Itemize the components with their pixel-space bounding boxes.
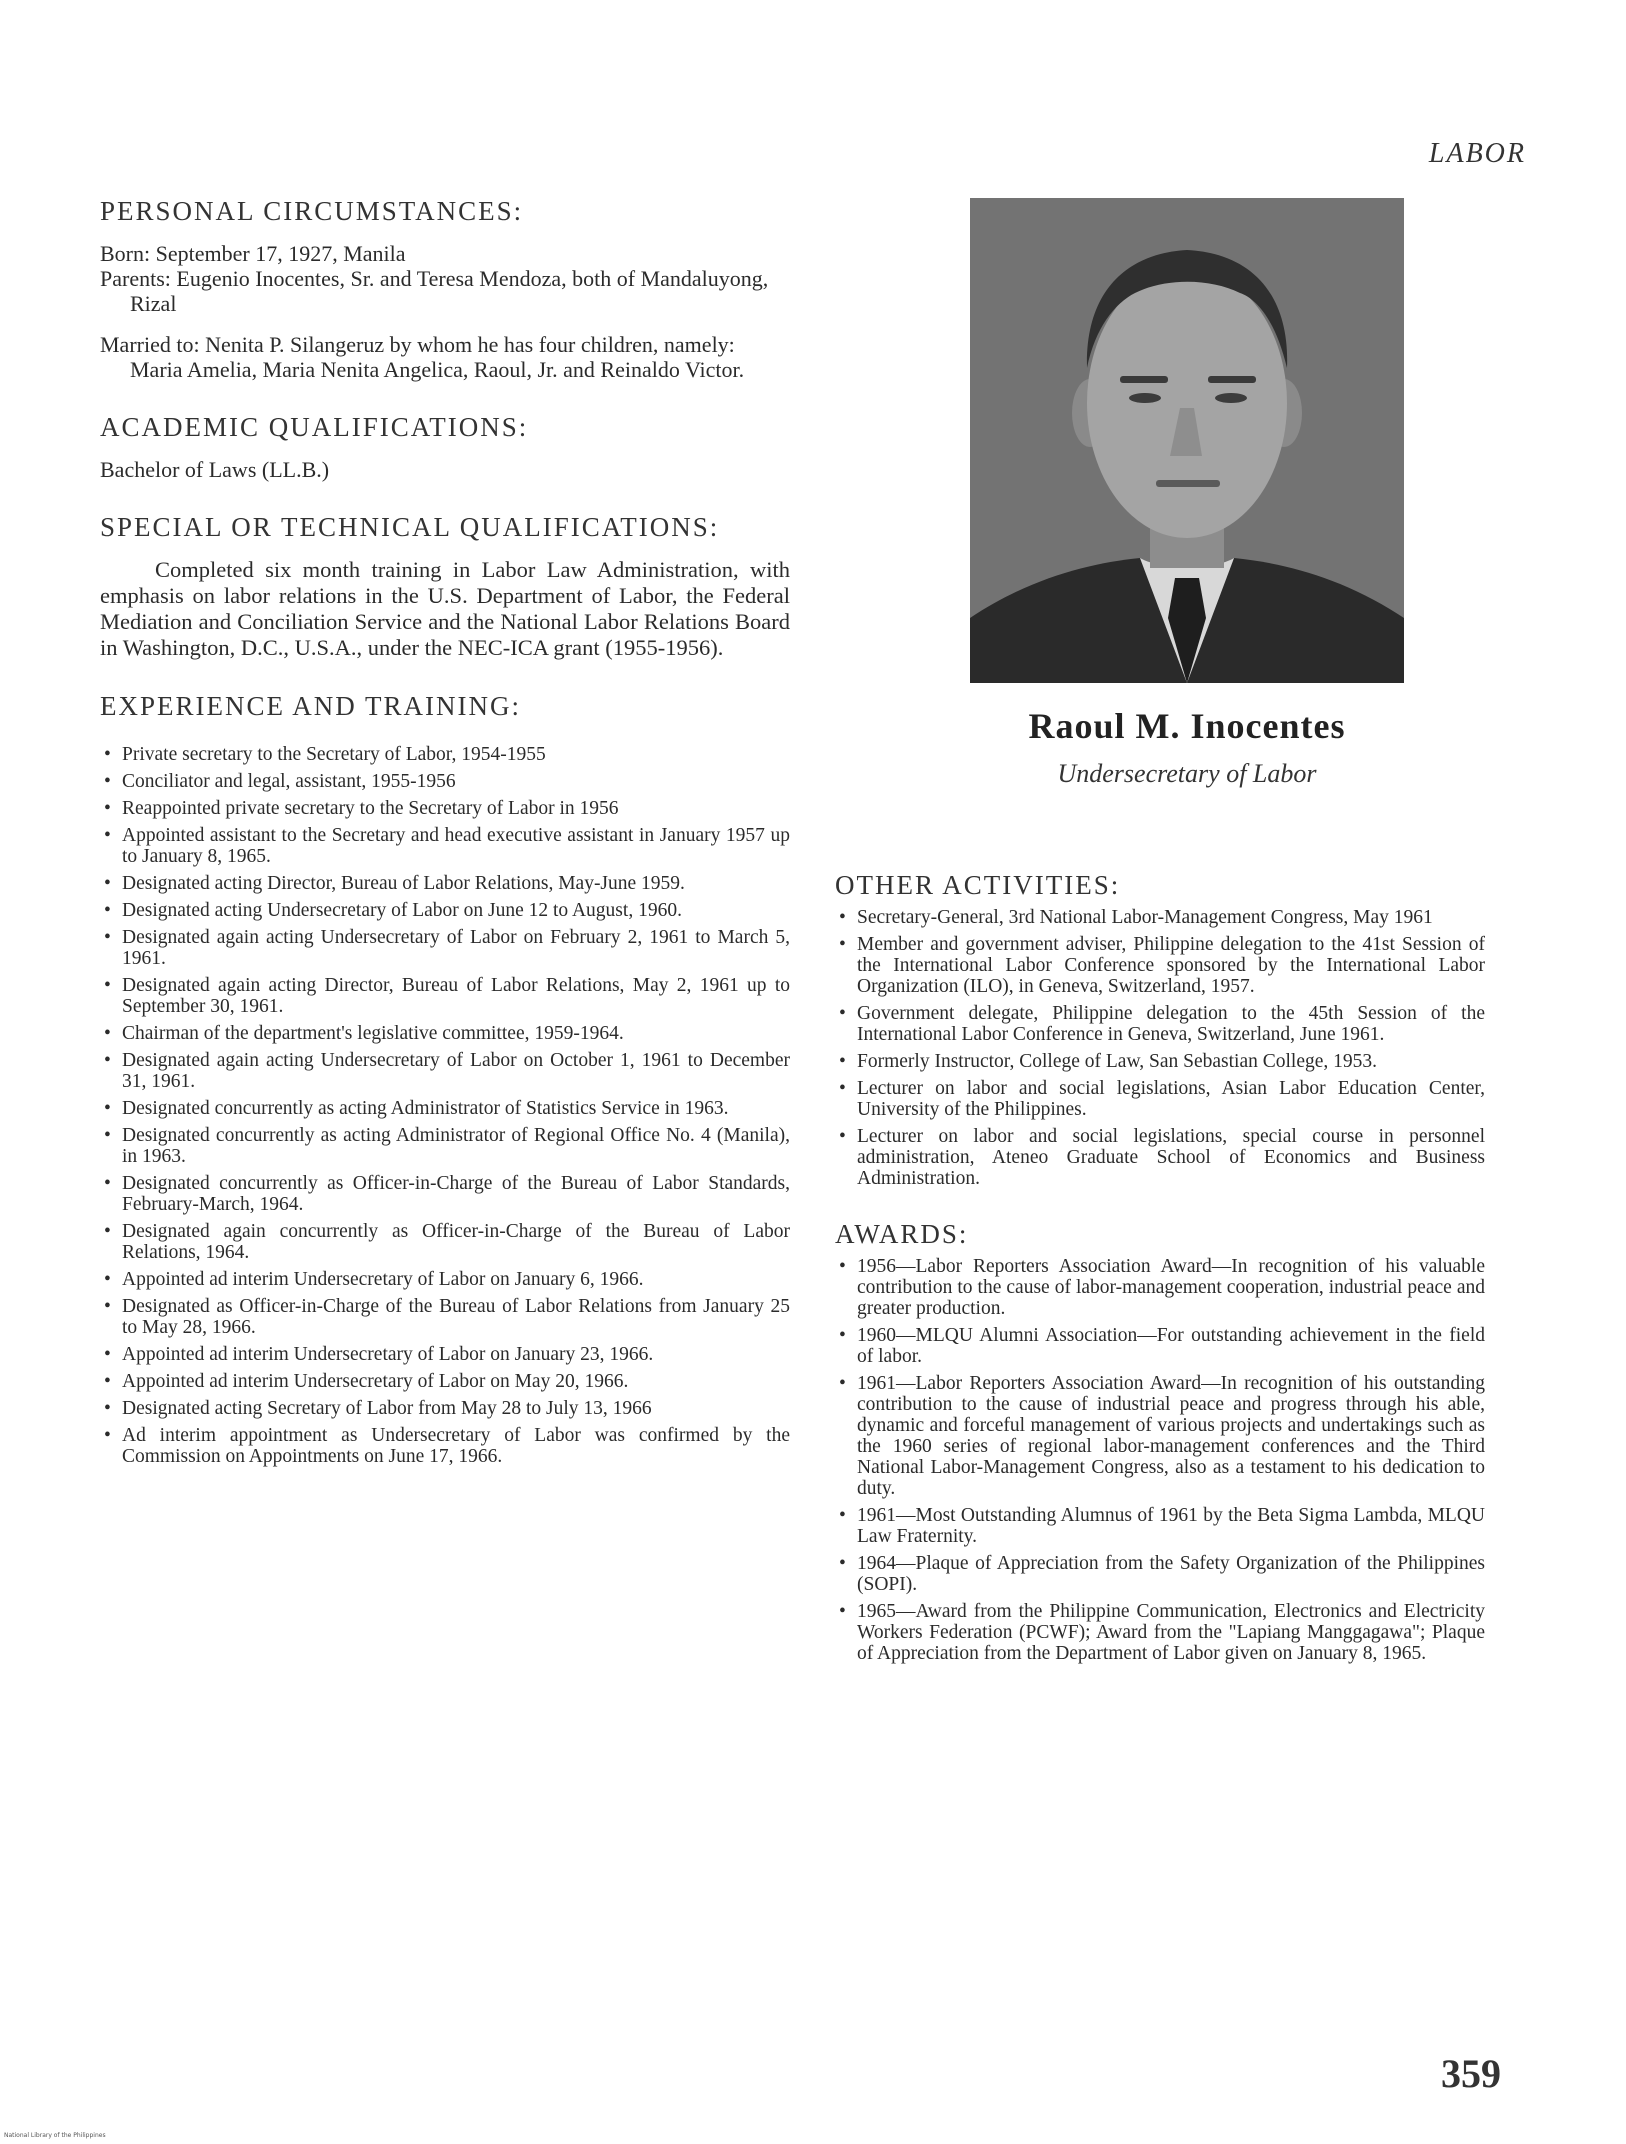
personal-circumstances-heading: PERSONAL CIRCUMSTANCES: — [100, 196, 524, 226]
person-name: Raoul M. Inocentes — [1028, 706, 1346, 746]
list-item: • Appointed assistant to the Secretary and head executive assistant in January 1957 up to January 8, 1965. — [104, 825, 790, 867]
section-label: LABOR — [1428, 138, 1526, 169]
list-item: • Lecturer on labor and social legislations, special course in personnel administration, Ateneo Graduate School of Economics and Business Administration. — [839, 1126, 1485, 1189]
special-qualifications-text: Completed six month training in Labor Law Administration, with emphasis on labor relations in the U.S. Department of Labor, the Federal Mediation and Conciliation Service and the National Labor Relations Board in Washington, D.C., U.S.A., under the NEC-ICA grant (1955-1956). — [100, 557, 790, 660]
special-qualifications-section — [100, 512, 790, 661]
list-item: • Designated concurrently as Officer-in-Charge of the Bureau of Labor Standards, February-March, 1964. — [104, 1173, 790, 1215]
list-item: • Chairman of the department's legislative committee, 1959-1964. — [104, 1023, 624, 1044]
awards-list — [835, 1256, 1485, 1664]
list-item: • Designated acting Secretary of Labor from May 28 to July 13, 1966 — [104, 1398, 652, 1419]
list-item: • Designated concurrently as acting Administrator of Statistics Service in 1963. — [104, 1098, 729, 1119]
right-column — [835, 870, 1485, 1694]
list-item: • Designated again acting Undersecretary of Labor on February 2, 1961 to March 5, 1961. — [104, 927, 790, 969]
experience-heading: EXPERIENCE AND TRAINING: — [100, 691, 521, 721]
list-item: • Conciliator and legal, assistant, 1955-1956 — [104, 771, 456, 792]
list-item: • Designated acting Director, Bureau of Labor Relations, May-June 1959. — [104, 873, 685, 894]
portrait-photo — [970, 198, 1404, 683]
academic-qualifications-section — [100, 412, 790, 482]
list-item: • Designated again concurrently as Officer-in-Charge of the Bureau of Labor Relations, 1964. — [104, 1221, 790, 1263]
awards-heading: AWARDS: — [835, 1219, 969, 1249]
academic-qualifications-heading: ACADEMIC QUALIFICATIONS: — [100, 412, 529, 442]
list-item: • 1964—Plaque of Appreciation from the Safety Organization of the Philippines (SOPI). — [839, 1553, 1485, 1595]
list-item: • Secretary-General, 3rd National Labor-Management Congress, May 1961 — [839, 907, 1433, 928]
other-activities-section — [835, 870, 1485, 1189]
profile-name-block — [920, 705, 1454, 789]
experience-section — [100, 691, 790, 1467]
list-item: • Appointed ad interim Undersecretary of Labor on May 20, 1966. — [104, 1371, 629, 1392]
list-item: • Lecturer on labor and social legislations, Asian Labor Education Center, University of the Philippines. — [839, 1078, 1485, 1120]
list-item: • Ad interim appointment as Undersecretary of Labor was confirmed by the Commission on Appointments on June 17, 1966. — [104, 1425, 790, 1467]
married-line: Married to: Nenita P. Silangeruz by whom he has four children, namely: Maria Amelia, Maria Nenita Angelica, Raoul, Jr. and Reinaldo Victor. — [100, 332, 745, 382]
list-item: • 1961—Most Outstanding Alumnus of 1961 by the Beta Sigma Lambda, MLQU Law Fraternity. — [839, 1505, 1485, 1547]
list-item: • Formerly Instructor, College of Law, San Sebastian College, 1953. — [839, 1051, 1378, 1072]
born-line: Born: September 17, 1927, Manila — [100, 241, 406, 266]
list-item: • Private secretary to the Secretary of Labor, 1954-1955 — [104, 744, 546, 765]
portrait-image — [970, 198, 1404, 683]
list-item: • Designated again acting Director, Bureau of Labor Relations, May 2, 1961 up to September 30, 1961. — [104, 975, 790, 1017]
list-item: • 1956—Labor Reporters Association Award—In recognition of his valuable contribution to the cause of labor-management cooperation, industrial peace and greater production. — [839, 1256, 1485, 1319]
other-activities-heading: OTHER ACTIVITIES: — [835, 870, 1121, 900]
left-column — [100, 196, 790, 1497]
list-item: • Appointed ad interim Undersecretary of Labor on January 6, 1966. — [104, 1269, 644, 1290]
list-item: • Designated again acting Undersecretary of Labor on October 1, 1961 to December 31, 1961. — [104, 1050, 790, 1092]
footer-note: National Library of the Philippines — [4, 2132, 106, 2139]
list-item: • Designated concurrently as acting Administrator of Regional Office No. 4 (Manila), in 1963. — [104, 1125, 790, 1167]
list-item: • Government delegate, Philippine delegation to the 45th Session of the International Labor Conference in Geneva, Switzerland, June 1961. — [839, 1003, 1485, 1045]
page-number: 359 — [1441, 2051, 1501, 2096]
personal-circumstances-section — [100, 196, 790, 382]
academic-qualifications-text: Bachelor of Laws (LL.B.) — [100, 457, 330, 482]
list-item: • Designated as Officer-in-Charge of the Bureau of Labor Relations from January 25 to May 28, 1966. — [104, 1296, 790, 1338]
list-item: • 1961—Labor Reporters Association Award—In recognition of his outstanding contribution to the cause of industrial peace and progress through his able, dynamic and forceful management of various projects and undertakings such as the 1960 series of regional labor-management conferences and the Third National Labor-Management Congress, also as a testament to his dedication to duty. — [839, 1373, 1485, 1499]
other-activities-list — [835, 907, 1485, 1189]
list-item: • Designated acting Undersecretary of Labor on June 12 to August, 1960. — [104, 900, 682, 921]
list-item: • Reappointed private secretary to the Secretary of Labor in 1956 — [104, 798, 619, 819]
list-item: • Appointed ad interim Undersecretary of Labor on January 23, 1966. — [104, 1344, 654, 1365]
awards-section — [835, 1219, 1485, 1664]
list-item: • 1965—Award from the Philippine Communication, Electronics and Electricity Workers Federation (PCWF); Award from the "Lapiang Manggagawa"; Plaque of Appreciation from the Department of Labor given on January 8, 1965. — [839, 1601, 1485, 1664]
experience-list — [100, 744, 790, 1467]
list-item: • Member and government adviser, Philippine delegation to the 41st Session of the International Labor Conference sponsored by the International Labor Organization (ILO), in Geneva, Switzerland, 1957. — [839, 934, 1485, 997]
list-item: • 1960—MLQU Alumni Association—For outstanding achievement in the field of labor. — [839, 1325, 1485, 1367]
person-title: Undersecretary of Labor — [1057, 759, 1317, 788]
special-qualifications-heading: SPECIAL OR TECHNICAL QUALIFICATIONS: — [100, 512, 720, 542]
parents-line: Parents: Eugenio Inocentes, Sr. and Teresa Mendoza, both of Mandaluyong, Rizal — [100, 266, 769, 316]
